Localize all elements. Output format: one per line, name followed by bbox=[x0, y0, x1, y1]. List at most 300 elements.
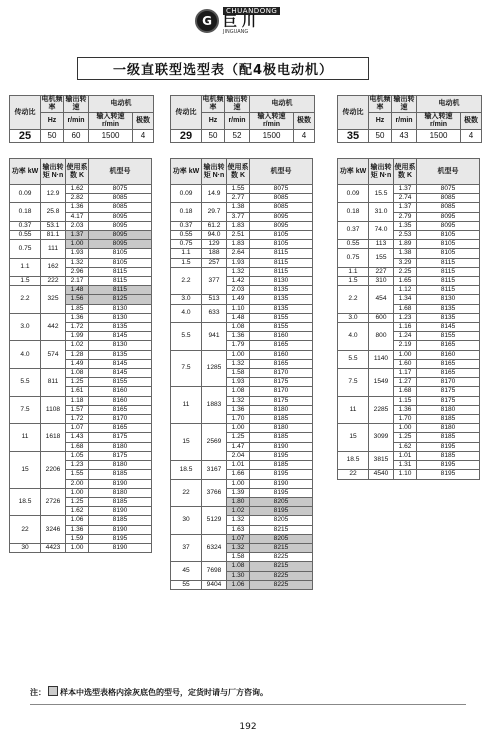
table-row bbox=[10, 258, 152, 267]
cell-service-factor: 1.43 bbox=[66, 433, 89, 442]
header-in-speed: 输入转速 r/min bbox=[417, 113, 461, 130]
cell-model: 8195 bbox=[250, 470, 313, 479]
cell-power: 15 bbox=[171, 424, 202, 461]
header-poles: 极数 bbox=[461, 113, 482, 130]
cell-torque: 129 bbox=[202, 240, 227, 249]
table-row bbox=[338, 313, 480, 322]
cell-model: 8115 bbox=[250, 249, 313, 258]
cell-model: 8085 bbox=[89, 194, 152, 203]
cell-service-factor: 1.02 bbox=[227, 507, 250, 516]
cell-service-factor: 1.36 bbox=[227, 405, 250, 414]
table-row bbox=[171, 258, 313, 267]
cell-torque: 94.0 bbox=[202, 231, 227, 240]
cell-service-factor: 1.32 bbox=[227, 516, 250, 525]
table-row bbox=[171, 387, 313, 396]
table-row bbox=[338, 185, 480, 194]
cell-torque: 1140 bbox=[369, 350, 394, 368]
cell-service-factor: 1.79 bbox=[227, 341, 250, 350]
cell-model: 8160 bbox=[89, 396, 152, 405]
cell-service-factor: 1.35 bbox=[394, 221, 417, 230]
cell-service-factor: 1.00 bbox=[394, 424, 417, 433]
cell-model: 8145 bbox=[89, 332, 152, 341]
header-torque: 输出转矩 N·n bbox=[202, 159, 227, 185]
cell-service-factor: 2.96 bbox=[66, 267, 89, 276]
gray-swatch-icon bbox=[48, 686, 58, 696]
cell-service-factor: 1.00 bbox=[66, 488, 89, 497]
cell-model: 8195 bbox=[417, 461, 480, 470]
cell-power: 5.5 bbox=[171, 323, 202, 351]
cell-model: 8180 bbox=[250, 424, 313, 433]
cell-torque: 222 bbox=[41, 277, 66, 286]
table-row bbox=[338, 350, 480, 359]
spec-out-speed: 43 bbox=[392, 130, 417, 143]
cell-model: 8095 bbox=[89, 221, 152, 230]
cell-model: 8195 bbox=[417, 470, 480, 479]
table-row bbox=[171, 221, 313, 230]
cell-power: 7.5 bbox=[338, 369, 369, 397]
cell-service-factor: 2.04 bbox=[227, 451, 250, 460]
cell-service-factor: 1.25 bbox=[66, 378, 89, 387]
cell-torque: 941 bbox=[202, 323, 227, 351]
cell-service-factor: 1.39 bbox=[227, 488, 250, 497]
cell-model: 8185 bbox=[250, 461, 313, 470]
header-rpm: r/min bbox=[64, 113, 89, 130]
cell-power: 7.5 bbox=[171, 350, 202, 387]
header-torque: 输出转矩 N·n bbox=[41, 159, 66, 185]
table-row bbox=[338, 203, 480, 212]
logo-english: CHUANDONG bbox=[223, 7, 280, 15]
cell-service-factor: 1.37 bbox=[66, 231, 89, 240]
cell-torque: 800 bbox=[369, 323, 394, 351]
header-ratio: 传动比 bbox=[10, 96, 41, 130]
brand-logo bbox=[195, 7, 280, 35]
cell-power: 0.55 bbox=[10, 231, 41, 240]
cell-power: 15 bbox=[10, 451, 41, 488]
cell-power: 1.5 bbox=[338, 277, 369, 286]
cell-torque: 2206 bbox=[41, 451, 66, 488]
spec-freq: 50 bbox=[202, 130, 225, 143]
spec-freq: 50 bbox=[41, 130, 64, 143]
spec-poles: 4 bbox=[461, 130, 482, 143]
cell-model: 8115 bbox=[89, 267, 152, 276]
spec-in-speed: 1500 bbox=[89, 130, 133, 143]
table-row bbox=[171, 267, 313, 276]
cell-torque: 3815 bbox=[369, 451, 394, 469]
logo-chinese: 巨 川 bbox=[223, 14, 256, 30]
table-row bbox=[171, 185, 313, 194]
cell-model: 8185 bbox=[417, 415, 480, 424]
cell-model: 8185 bbox=[89, 470, 152, 479]
cell-power: 0.55 bbox=[171, 231, 202, 240]
spec-ratio: 25 bbox=[10, 130, 41, 143]
cell-service-factor: 1.25 bbox=[227, 433, 250, 442]
cell-service-factor: 2.03 bbox=[227, 286, 250, 295]
cell-torque: 15.5 bbox=[369, 185, 394, 203]
cell-model: 8170 bbox=[417, 378, 480, 387]
cell-torque: 113 bbox=[369, 240, 394, 249]
cell-power: 22 bbox=[338, 470, 369, 479]
cell-model: 8165 bbox=[417, 341, 480, 350]
cell-service-factor: 1.83 bbox=[227, 221, 250, 230]
cell-service-factor: 1.36 bbox=[66, 525, 89, 534]
cell-model: 8105 bbox=[89, 249, 152, 258]
cell-model: 8170 bbox=[250, 387, 313, 396]
cell-service-factor: 1.49 bbox=[66, 359, 89, 368]
cell-torque: 454 bbox=[369, 286, 394, 314]
cell-service-factor: 1.47 bbox=[227, 442, 250, 451]
cell-torque: 14.9 bbox=[202, 185, 227, 203]
header-motor: 电动机 bbox=[417, 96, 482, 113]
cell-model: 8105 bbox=[417, 249, 480, 258]
cell-model: 8215 bbox=[250, 562, 313, 571]
cell-model: 8225 bbox=[250, 553, 313, 562]
header-power: 功率 kW bbox=[10, 159, 41, 185]
spec-poles: 4 bbox=[133, 130, 154, 143]
table-row bbox=[10, 231, 152, 240]
header-out-speed: 输出转速 bbox=[226, 96, 248, 111]
cell-service-factor: 1.65 bbox=[394, 277, 417, 286]
cell-model: 8075 bbox=[417, 185, 480, 194]
cell-model: 8085 bbox=[250, 194, 313, 203]
cell-service-factor: 1.08 bbox=[227, 323, 250, 332]
cell-power: 5.5 bbox=[338, 350, 369, 368]
spec-in-speed: 1500 bbox=[250, 130, 294, 143]
cell-service-factor: 1.55 bbox=[227, 185, 250, 194]
cell-power: 0.37 bbox=[171, 221, 202, 230]
cell-torque: 227 bbox=[369, 267, 394, 276]
table-row bbox=[171, 424, 313, 433]
cell-torque: 12.9 bbox=[41, 185, 66, 203]
cell-service-factor: 1.61 bbox=[66, 387, 89, 396]
table-row bbox=[10, 543, 152, 552]
cell-service-factor: 1.99 bbox=[66, 332, 89, 341]
header-freq: 电机频率 bbox=[41, 96, 63, 111]
cell-service-factor: 1.32 bbox=[227, 396, 250, 405]
cell-model: 8160 bbox=[417, 350, 480, 359]
cell-power: 0.09 bbox=[171, 185, 202, 203]
cell-torque: 2569 bbox=[202, 424, 227, 461]
cell-service-factor: 1.01 bbox=[394, 451, 417, 460]
table-row bbox=[171, 304, 313, 313]
table-row bbox=[10, 277, 152, 286]
cell-torque: 600 bbox=[369, 313, 394, 322]
cell-model: 8170 bbox=[89, 415, 152, 424]
cell-power: 18.5 bbox=[338, 451, 369, 469]
cell-service-factor: 1.93 bbox=[227, 258, 250, 267]
table-row bbox=[171, 507, 313, 516]
table-row bbox=[338, 396, 480, 405]
cell-model: 8190 bbox=[250, 479, 313, 488]
table-row bbox=[338, 369, 480, 378]
cell-model: 8135 bbox=[250, 295, 313, 304]
cell-service-factor: 1.63 bbox=[227, 525, 250, 534]
cell-power: 11 bbox=[171, 387, 202, 424]
cell-service-factor: 1.10 bbox=[227, 304, 250, 313]
header-out-speed: 输出转速 bbox=[393, 96, 415, 111]
cell-service-factor: 2.03 bbox=[66, 221, 89, 230]
cell-model: 8115 bbox=[89, 286, 152, 295]
cell-model: 8145 bbox=[417, 323, 480, 332]
table-row bbox=[171, 350, 313, 359]
cell-service-factor: 2.51 bbox=[227, 231, 250, 240]
cell-service-factor: 1.36 bbox=[227, 332, 250, 341]
cell-service-factor: 3.29 bbox=[394, 258, 417, 267]
cell-power: 0.18 bbox=[10, 203, 41, 221]
cell-service-factor: 1.24 bbox=[394, 332, 417, 341]
selection-data-table bbox=[337, 158, 480, 480]
cell-service-factor: 1.08 bbox=[66, 369, 89, 378]
cell-service-factor: 2.82 bbox=[66, 194, 89, 203]
cell-model: 8175 bbox=[250, 378, 313, 387]
header-in-speed: 输入转速 r/min bbox=[250, 113, 294, 130]
cell-service-factor: 1.06 bbox=[66, 516, 89, 525]
cell-model: 8165 bbox=[417, 369, 480, 378]
cell-model: 8155 bbox=[417, 332, 480, 341]
cell-model: 8205 bbox=[250, 516, 313, 525]
table-row bbox=[338, 470, 480, 479]
cell-service-factor: 1.70 bbox=[394, 415, 417, 424]
cell-service-factor: 1.27 bbox=[394, 378, 417, 387]
cell-power: 0.09 bbox=[10, 185, 41, 203]
cell-model: 8085 bbox=[417, 203, 480, 212]
cell-power: 0.18 bbox=[171, 203, 202, 221]
header-power: 功率 kW bbox=[171, 159, 202, 185]
cell-power: 22 bbox=[10, 516, 41, 544]
cell-model: 8135 bbox=[417, 304, 480, 313]
cell-model: 8105 bbox=[89, 258, 152, 267]
table-row bbox=[338, 240, 480, 249]
cell-model: 8095 bbox=[89, 231, 152, 240]
header-in-speed: 输入转速 r/min bbox=[89, 113, 133, 130]
cell-service-factor: 1.32 bbox=[227, 267, 250, 276]
cell-model: 8185 bbox=[89, 497, 152, 506]
cell-model: 8175 bbox=[417, 396, 480, 405]
cell-service-factor: 1.00 bbox=[227, 350, 250, 359]
cell-service-factor: 1.31 bbox=[394, 461, 417, 470]
cell-model: 8085 bbox=[417, 194, 480, 203]
cell-service-factor: 1.32 bbox=[227, 359, 250, 368]
cell-service-factor: 1.01 bbox=[227, 461, 250, 470]
header-poles: 极数 bbox=[133, 113, 154, 130]
cell-service-factor: 1.93 bbox=[66, 249, 89, 258]
cell-service-factor: 1.85 bbox=[66, 304, 89, 313]
cell-torque: 4540 bbox=[369, 470, 394, 479]
cell-service-factor: 1.68 bbox=[66, 442, 89, 451]
cell-torque: 574 bbox=[41, 341, 66, 369]
cell-service-factor: 2.25 bbox=[394, 267, 417, 276]
cell-service-factor: 1.56 bbox=[66, 295, 89, 304]
cell-model: 8160 bbox=[250, 350, 313, 359]
cell-model: 8215 bbox=[250, 543, 313, 552]
cell-service-factor: 1.36 bbox=[394, 405, 417, 414]
cell-service-factor: 1.59 bbox=[66, 534, 89, 543]
cell-service-factor: 1.68 bbox=[394, 387, 417, 396]
cell-service-factor: 1.08 bbox=[227, 562, 250, 571]
cell-torque: 74.0 bbox=[369, 221, 394, 239]
selection-data-table bbox=[9, 158, 152, 553]
header-freq: 电机频率 bbox=[202, 96, 224, 111]
cell-power: 1.5 bbox=[171, 258, 202, 267]
header-poles: 极数 bbox=[294, 113, 315, 130]
cell-model: 8205 bbox=[250, 534, 313, 543]
cell-torque: 162 bbox=[41, 258, 66, 276]
cell-service-factor: 1.80 bbox=[227, 497, 250, 506]
cell-service-factor: 1.55 bbox=[66, 470, 89, 479]
footer-note: 注： 样本中选型表格内涂灰底色的型号，定货时请与厂方咨询。 bbox=[30, 688, 268, 697]
cell-service-factor: 1.42 bbox=[227, 277, 250, 286]
table-row bbox=[338, 249, 480, 258]
cell-torque: 1108 bbox=[41, 396, 66, 424]
cell-power: 1.5 bbox=[10, 277, 41, 286]
cell-torque: 81.1 bbox=[41, 231, 66, 240]
cell-model: 8095 bbox=[417, 221, 480, 230]
cell-service-factor: 1.00 bbox=[66, 543, 89, 552]
header-torque: 输出转矩 N·n bbox=[369, 159, 394, 185]
table-row bbox=[338, 277, 480, 286]
cell-model: 8180 bbox=[417, 424, 480, 433]
cell-torque: 7698 bbox=[202, 562, 227, 580]
cell-service-factor: 1.18 bbox=[66, 396, 89, 405]
cell-service-factor: 1.60 bbox=[394, 359, 417, 368]
cell-model: 8180 bbox=[250, 405, 313, 414]
cell-service-factor: 1.15 bbox=[394, 396, 417, 405]
cell-service-factor: 1.06 bbox=[227, 580, 250, 589]
table-row bbox=[338, 221, 480, 230]
cell-power: 4.0 bbox=[10, 341, 41, 369]
cell-model: 8135 bbox=[89, 350, 152, 359]
cell-service-factor: 1.36 bbox=[66, 203, 89, 212]
cell-model: 8165 bbox=[250, 341, 313, 350]
cell-model: 8105 bbox=[417, 231, 480, 240]
page-number: 192 bbox=[239, 722, 257, 732]
cell-torque: 513 bbox=[202, 295, 227, 304]
cell-model: 8130 bbox=[250, 277, 313, 286]
cell-service-factor: 3.77 bbox=[227, 212, 250, 221]
cell-service-factor: 1.17 bbox=[394, 369, 417, 378]
table-row bbox=[338, 451, 480, 460]
header-service-factor: 使用系数 K bbox=[66, 159, 89, 185]
cell-power: 4.0 bbox=[171, 304, 202, 322]
cell-service-factor: 1.00 bbox=[394, 350, 417, 359]
cell-model: 8190 bbox=[250, 442, 313, 451]
cell-service-factor: 1.62 bbox=[394, 442, 417, 451]
cell-service-factor: 1.30 bbox=[227, 571, 250, 580]
cell-model: 8115 bbox=[417, 286, 480, 295]
table-row bbox=[338, 323, 480, 332]
cell-service-factor: 2.74 bbox=[394, 194, 417, 203]
cell-model: 8185 bbox=[417, 433, 480, 442]
cell-model: 8135 bbox=[417, 313, 480, 322]
cell-torque: 3246 bbox=[41, 516, 66, 544]
cell-power: 2.2 bbox=[338, 286, 369, 314]
header-model: 机型号 bbox=[250, 159, 313, 185]
cell-model: 8155 bbox=[250, 313, 313, 322]
cell-model: 8175 bbox=[250, 396, 313, 405]
cell-service-factor: 1.16 bbox=[394, 323, 417, 332]
cell-model: 8135 bbox=[250, 304, 313, 313]
cell-power: 11 bbox=[338, 396, 369, 424]
spec-ratio: 29 bbox=[171, 130, 202, 143]
spec-table bbox=[9, 95, 154, 143]
cell-torque: 31.0 bbox=[369, 203, 394, 221]
table-row bbox=[171, 203, 313, 212]
table-row bbox=[10, 185, 152, 194]
cell-model: 8205 bbox=[250, 497, 313, 506]
cell-torque: 442 bbox=[41, 313, 66, 341]
spec-in-speed: 1500 bbox=[417, 130, 461, 143]
cell-model: 8185 bbox=[250, 415, 313, 424]
table-row bbox=[10, 488, 152, 497]
cell-torque: 111 bbox=[41, 240, 66, 258]
cell-torque: 9404 bbox=[202, 580, 227, 589]
cell-model: 8115 bbox=[417, 277, 480, 286]
cell-model: 8180 bbox=[417, 405, 480, 414]
cell-model: 8135 bbox=[89, 323, 152, 332]
cell-torque: 29.7 bbox=[202, 203, 227, 221]
cell-power: 3.0 bbox=[338, 313, 369, 322]
cell-power: 30 bbox=[10, 543, 41, 552]
spec-table bbox=[337, 95, 482, 143]
cell-torque: 5129 bbox=[202, 507, 227, 535]
table-row bbox=[171, 562, 313, 571]
logo-sub: JINGUANG bbox=[223, 29, 249, 35]
selection-data-table bbox=[170, 158, 313, 590]
cell-power: 7.5 bbox=[10, 396, 41, 424]
spec-poles: 4 bbox=[294, 130, 315, 143]
cell-service-factor: 1.02 bbox=[66, 341, 89, 350]
cell-model: 8095 bbox=[89, 240, 152, 249]
cell-service-factor: 2.53 bbox=[394, 231, 417, 240]
cell-model: 8190 bbox=[89, 507, 152, 516]
cell-service-factor: 1.12 bbox=[394, 286, 417, 295]
cell-power: 30 bbox=[171, 507, 202, 535]
cell-service-factor: 1.25 bbox=[394, 433, 417, 442]
cell-torque: 1883 bbox=[202, 387, 227, 424]
cell-service-factor: 1.38 bbox=[227, 203, 250, 212]
cell-model: 8145 bbox=[89, 369, 152, 378]
cell-service-factor: 1.48 bbox=[66, 286, 89, 295]
cell-service-factor: 1.58 bbox=[227, 369, 250, 378]
cell-service-factor: 1.58 bbox=[227, 553, 250, 562]
cell-service-factor: 2.00 bbox=[66, 479, 89, 488]
cell-service-factor: 2.19 bbox=[394, 341, 417, 350]
cell-torque: 2726 bbox=[41, 488, 66, 516]
cell-service-factor: 1.89 bbox=[394, 240, 417, 249]
cell-torque: 6324 bbox=[202, 534, 227, 562]
header-ratio: 传动比 bbox=[171, 96, 202, 130]
table-row bbox=[171, 295, 313, 304]
table-row bbox=[338, 286, 480, 295]
cell-power: 0.75 bbox=[171, 240, 202, 249]
cell-model: 8180 bbox=[89, 442, 152, 451]
cell-service-factor: 1.38 bbox=[394, 249, 417, 258]
cell-service-factor: 2.77 bbox=[227, 194, 250, 203]
footer-divider bbox=[30, 704, 466, 705]
table-row bbox=[171, 580, 313, 589]
table-row bbox=[10, 396, 152, 405]
cell-service-factor: 1.00 bbox=[227, 479, 250, 488]
table-row bbox=[171, 249, 313, 258]
cell-model: 8195 bbox=[417, 442, 480, 451]
cell-service-factor: 1.05 bbox=[66, 451, 89, 460]
table-row bbox=[10, 424, 152, 433]
table-row bbox=[171, 534, 313, 543]
cell-service-factor: 1.00 bbox=[227, 424, 250, 433]
cell-service-factor: 1.37 bbox=[394, 203, 417, 212]
cell-torque: 25.8 bbox=[41, 203, 66, 221]
cell-torque: 3167 bbox=[202, 461, 227, 479]
table-row bbox=[10, 221, 152, 230]
